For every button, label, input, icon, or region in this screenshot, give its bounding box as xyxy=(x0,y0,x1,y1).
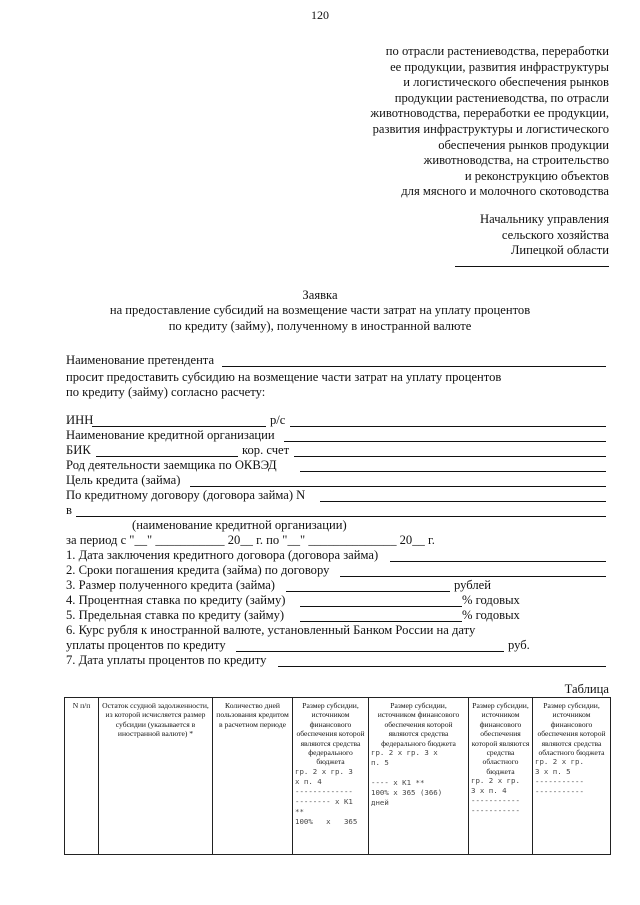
formula-text: гр. 2 x гр. 3 x п. 4 ----------- ----------- xyxy=(471,776,520,816)
addressee-line: сельского хозяйства xyxy=(501,227,609,242)
table-label: Таблица xyxy=(564,682,609,696)
page-number: 120 xyxy=(311,8,329,22)
table-header-cell: Размер субсидии, источником финансового обеспечения которой являются средства федерального бюджета гр. 2 x гр. 3 x п. 5 ---- x К1 ** 100% x 365 (366) дней xyxy=(369,698,469,855)
okved-field[interactable] xyxy=(300,471,606,472)
heading-line: ее продукции, развития инфраструктуры xyxy=(390,59,609,74)
item-2: 2. Сроки погашения кредита (займа) по договору xyxy=(66,563,330,577)
addressee-line: Липецкой области xyxy=(510,243,609,258)
heading-line: и реконструкцию объектов xyxy=(464,168,609,183)
signature-line[interactable] xyxy=(455,266,609,267)
contract-label: По кредитному договору (договора займа) N xyxy=(66,488,306,502)
period-text: за период с "__" ___________ 20__ г. по "__" ______________ 20__ г. xyxy=(66,533,435,547)
table-header-cell: N п/п xyxy=(65,698,99,855)
heading-line: по отрасли растениеводства, переработки xyxy=(385,44,609,58)
account-field[interactable] xyxy=(290,426,606,427)
item-2-field[interactable] xyxy=(340,576,606,577)
heading-line: развития инфраструктуры и логистического xyxy=(372,121,609,136)
item-4: 4. Процентная ставка по кредиту (займу) xyxy=(66,593,286,607)
item-6-continuation: уплаты процентов по кредиту xyxy=(66,638,226,652)
bik-field[interactable] xyxy=(96,456,238,457)
item-1: 1. Дата заключения кредитного договора (договора займа) xyxy=(66,548,379,562)
item-3: 3. Размер полученного кредита (займа) xyxy=(66,578,275,592)
applicant-row xyxy=(66,353,214,368)
document-heading xyxy=(349,44,609,200)
title-word: Заявка xyxy=(302,288,338,302)
heading-line: животноводства, переработки ее продукции, xyxy=(370,106,609,121)
table-header-cell: Размер субсидии, источником финансового обеспечения которой являются средства областного бюджета гр. 2 x гр. 3 x п. 4 ----------- ----------- xyxy=(469,698,533,855)
contract-field[interactable] xyxy=(320,501,606,502)
purpose-label: Цель кредита (займа) xyxy=(66,473,181,487)
title-line: на предоставление субсидий на возмещение части затрат на уплату процентов xyxy=(109,303,531,318)
table-header-cell: Размер субсидии, источником финансового обеспечения которой являются средства федерального бюджета гр. 2 x гр. 3 x п. 4 ------------- -------- x К1 ** 100% x 365 xyxy=(293,698,369,855)
addressee-block xyxy=(480,212,609,259)
purpose-field[interactable] xyxy=(190,486,606,487)
okved-label: Род деятельности заемщика по ОКВЭД xyxy=(66,458,277,472)
inn-label: ИНН xyxy=(66,413,94,427)
item-5-unit: % годовых xyxy=(462,608,520,622)
table-header-cell: Количество дней пользования кредитом в расчетном периоде xyxy=(213,698,293,855)
item-3-unit: рублей xyxy=(454,578,491,592)
corr-account-field[interactable] xyxy=(294,456,606,457)
bank-field[interactable] xyxy=(284,441,606,442)
heading-line: для мясного и молочного скотоводства xyxy=(401,184,609,199)
corr-account-label: кор. счет xyxy=(242,443,290,457)
heading-line: обеспечения рынков продукции xyxy=(438,137,609,152)
in-label: в xyxy=(66,503,72,517)
inn-field[interactable] xyxy=(92,426,266,427)
item-5-field[interactable] xyxy=(300,621,462,622)
account-label: р/с xyxy=(270,413,286,427)
addressee-line: Начальнику управления xyxy=(480,212,609,226)
bank-label: Наименование кредитной организации xyxy=(66,428,275,442)
table-header-cell: Остаток ссудной задолженности, из которой исчисляется размер субсидии (указывается в иностранной валюте) * xyxy=(99,698,213,855)
formula-text: гр. 2 x гр. 3 x п. 5 ---- x К1 ** 100% x 365 (366) дней xyxy=(371,748,443,808)
item-4-field[interactable] xyxy=(300,606,462,607)
table-row xyxy=(65,698,611,855)
item-7-field[interactable] xyxy=(278,666,606,667)
formula-text: гр. 2 x гр. 3 x п. 5 ----------- ----------- xyxy=(535,757,584,797)
title-line: по кредиту (займу), полученному в иностранной валюте xyxy=(168,318,472,333)
item-6-unit: руб. xyxy=(508,638,530,652)
table-header-cell: Размер субсидии, источником финансового обеспечения которой являются средства областного бюджета гр. 2 x гр. 3 x п. 5 ----------- ----------- xyxy=(533,698,611,855)
bank-name-field[interactable] xyxy=(76,516,606,517)
heading-line: животноводства, на строительство xyxy=(423,153,609,168)
item-6: 6. Курс рубля к иностранной валюте, установленный Банком России на дату xyxy=(66,623,476,637)
item-6-field[interactable] xyxy=(236,651,504,652)
formula-text: гр. 2 x гр. 3 x п. 4 ------------- -------- x К1 ** 100% x 365 xyxy=(295,766,358,826)
item-5: 5. Предельная ставка по кредиту (займу) xyxy=(66,608,285,622)
item-1-field[interactable] xyxy=(390,561,606,562)
item-7: 7. Дата уплаты процентов по кредиту xyxy=(66,653,267,667)
applicant-label: Наименование претендента xyxy=(66,353,215,367)
application-title xyxy=(0,288,640,334)
request-line: просит предоставить субсидию на возмещение части затрат на уплату процентов xyxy=(66,370,502,384)
bik-label: БИК xyxy=(66,443,91,457)
bank-hint: (наименование кредитной организации) xyxy=(132,518,347,532)
item-3-field[interactable] xyxy=(286,591,450,592)
request-line: по кредиту (займу) согласно расчету: xyxy=(66,385,266,399)
applicant-field[interactable] xyxy=(222,366,606,367)
heading-line: продукции растениеводства, по отрасли xyxy=(394,90,609,105)
heading-line: и логистического обеспечения рынков xyxy=(403,75,609,90)
subsidy-table xyxy=(64,697,611,855)
item-4-unit: % годовых xyxy=(462,593,520,607)
